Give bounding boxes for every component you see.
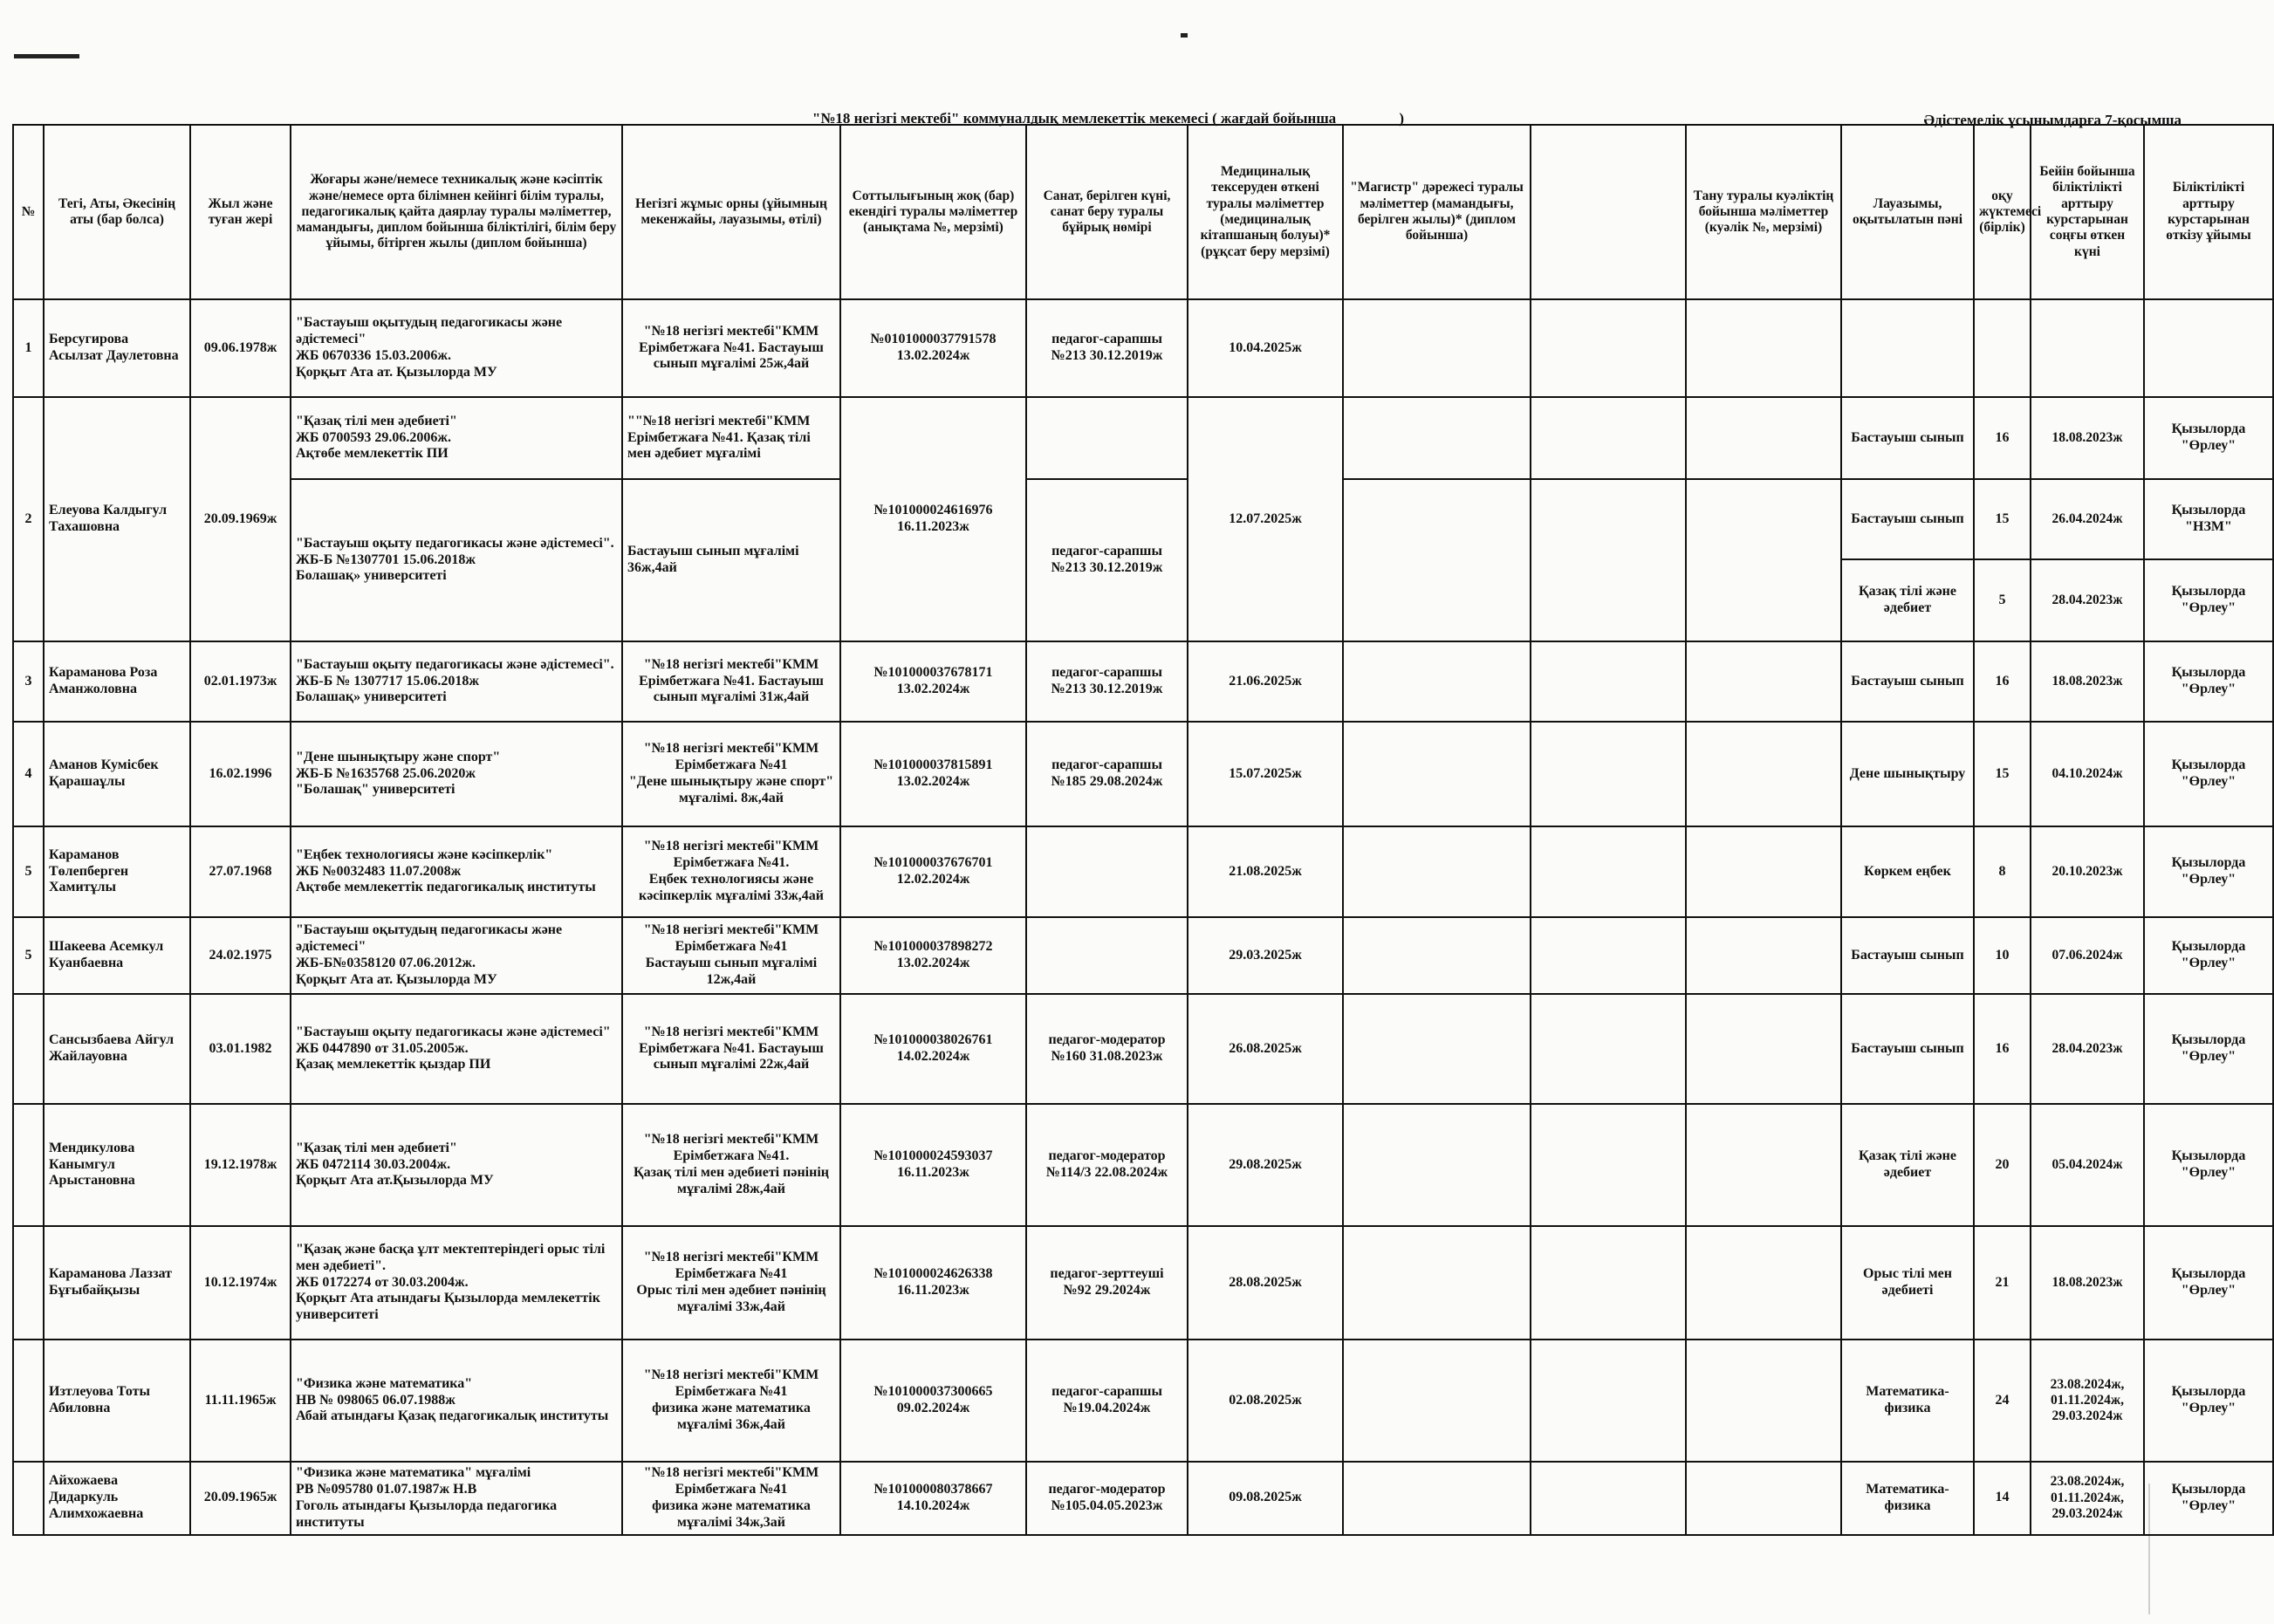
cell-position: Математика-физика: [1841, 1462, 1974, 1535]
cell-medical: 28.08.2025ж: [1188, 1226, 1343, 1340]
cell-medical: 12.07.2025ж: [1188, 397, 1343, 641]
cell-course-date: 18.08.2023ж: [2031, 1226, 2144, 1340]
cell-recognition: [1686, 299, 1841, 397]
cell-category: [1026, 917, 1188, 994]
cell-education: "Физика және математика" НВ № 098065 06.07.1988ж Абай атындағы Қазақ педагогикалық институты: [291, 1340, 622, 1462]
cell-position: Қазақ тілі және әдебиет: [1841, 559, 1974, 641]
cell-medical: 15.07.2025ж: [1188, 722, 1343, 826]
cell-course-org: Қызылорда "Өрлеу": [2144, 397, 2273, 479]
cell-criminal-record: №101000037678171 13.02.2024ж: [840, 641, 1026, 722]
cell-number: 5: [13, 917, 44, 994]
cell-workplace: "№18 негізгі мектебі"КММ Ерімбетжаға №41. Бастауыш сынып мұғалімі 22ж,4ай: [622, 994, 840, 1104]
col-header-workplace: Негізгі жұмыс орны (ұйымның мекенжайы, лауазымы, өтілі): [622, 125, 840, 299]
cell-criminal-record: №101000037815891 13.02.2024ж: [840, 722, 1026, 826]
table-row: [13, 641, 2273, 722]
table-row: [13, 479, 2273, 559]
cell-birth: 20.09.1969ж: [190, 397, 291, 641]
col-header-master-degree: "Магистр" дәрежесі туралы мәліметтер (мамандығы, берілген жылы)* (диплом бойынша): [1343, 125, 1531, 299]
cell-category: педагог-сарапшы №213 30.12.2019ж: [1026, 299, 1188, 397]
cell-workplace: "№18 негізгі мектебі"КММ Ерімбетжаға №41 физика және математика мұғалімі 36ж,4ай: [622, 1340, 840, 1462]
table-header-row: [13, 125, 2273, 299]
cell-name: Караманова Роза Аманжоловна: [44, 641, 190, 722]
cell-master-degree: [1343, 479, 1531, 641]
cell-course-org: [2144, 299, 2273, 397]
document-title-org: "№18 негізгі мектебі" коммуналдық мемлекеттік мекемесі: [812, 110, 1209, 127]
cell-course-date: 05.04.2024ж: [2031, 1104, 2144, 1226]
cell-recognition: [1686, 994, 1841, 1104]
cell-master-degree: [1343, 641, 1531, 722]
table-row: [13, 826, 2273, 917]
cell-course-date: 28.04.2023ж: [2031, 994, 2144, 1104]
cell-recognition: [1686, 826, 1841, 917]
col-header-medical: Медициналық тексеруден өткені туралы мәліметтер (медициналық кітапшаның болуы)* (рұқсат беру мерзімі): [1188, 125, 1343, 299]
table-body: [13, 299, 2273, 1535]
cell-load: 8: [1974, 826, 2031, 917]
col-header-number: №: [13, 125, 44, 299]
cell-load: 16: [1974, 397, 2031, 479]
cell-name: Аманов Кумісбек Қарашаұлы: [44, 722, 190, 826]
cell-blank: [1531, 1104, 1686, 1226]
cell-recognition: [1686, 1462, 1841, 1535]
cell-medical: 21.08.2025ж: [1188, 826, 1343, 917]
cell-criminal-record: №101000037676701 12.02.2024ж: [840, 826, 1026, 917]
cell-category: педагог-модератор №114/3 22.08.2024ж: [1026, 1104, 1188, 1226]
cell-blank: [1531, 299, 1686, 397]
cell-course-org: Қызылорда "Өрлеу": [2144, 722, 2273, 826]
cell-course-org: Қызылорда "Өрлеу": [2144, 1104, 2273, 1226]
table-row: [13, 299, 2273, 397]
cell-load: 15: [1974, 479, 2031, 559]
cell-load: 20: [1974, 1104, 2031, 1226]
cell-course-date: [2031, 299, 2144, 397]
cell-master-degree: [1343, 722, 1531, 826]
cell-recognition: [1686, 641, 1841, 722]
cell-recognition: [1686, 722, 1841, 826]
cell-position: Орыс тілі мен әдебиеті: [1841, 1226, 1974, 1340]
cell-medical: 10.04.2025ж: [1188, 299, 1343, 397]
table-row: [13, 994, 2273, 1104]
cell-criminal-record: №101000024626338 16.11.2023ж: [840, 1226, 1026, 1340]
cell-load: 15: [1974, 722, 2031, 826]
cell-education: "Қазақ және басқа ұлт мектептеріндегі орыс тілі мен әдебиеті". ЖБ 0172274 от 30.03.2004ж. Қорқыт Ата атындағы Қызылорда мемлекеттік университеті: [291, 1226, 622, 1340]
cell-blank: [1531, 1226, 1686, 1340]
cell-position: Бастауыш сынып: [1841, 641, 1974, 722]
cell-position: Бастауыш сынып: [1841, 917, 1974, 994]
cell-load: 16: [1974, 994, 2031, 1104]
col-header-category: Санат, берілген күні, санат беру туралы бұйрық нөмірі: [1026, 125, 1188, 299]
cell-master-degree: [1343, 1226, 1531, 1340]
col-header-course-date: Бейін бойынша біліктілікті арттыру курстарынан соңғы өткен күні: [2031, 125, 2144, 299]
cell-medical: 29.03.2025ж: [1188, 917, 1343, 994]
cell-medical: 02.08.2025ж: [1188, 1340, 1343, 1462]
cell-course-org: Қызылорда "Өрлеу": [2144, 917, 2273, 994]
cell-master-degree: [1343, 917, 1531, 994]
cell-education: "Бастауыш оқыту педагогикасы және әдістемесі". ЖБ-Б № 1307717 15.06.2018ж Болашақ» университеті: [291, 641, 622, 722]
cell-position: Қазақ тілі және әдебиет: [1841, 1104, 1974, 1226]
cell-workplace: "№18 негізгі мектебі"КММ Ерімбетжаға №41 "Дене шынықтыру және спорт" мұғалімі. 8ж,4ай: [622, 722, 840, 826]
cell-name: Айхожаева Дидаркуль Алимхожаевна: [44, 1462, 190, 1535]
cell-master-degree: [1343, 1462, 1531, 1535]
cell-category: педагог-сарапшы №19.04.2024ж: [1026, 1340, 1188, 1462]
cell-blank: [1531, 1340, 1686, 1462]
staff-table: [12, 124, 2274, 1536]
cell-workplace: "№18 негізгі мектебі"КММ Ерімбетжаға №41. Еңбек технологиясы және кәсіпкерлік мұғалімі 33ж,4ай: [622, 826, 840, 917]
cell-criminal-record: №101000024593037 16.11.2023ж: [840, 1104, 1026, 1226]
cell-name: Берсугирова Асылзат Даулетовна: [44, 299, 190, 397]
cell-category: педагог-сарапшы №213 30.12.2019ж: [1026, 641, 1188, 722]
cell-master-degree: [1343, 826, 1531, 917]
cell-course-org: Қызылорда "Өрлеу": [2144, 1462, 2273, 1535]
cell-education: "Қазақ тілі мен әдебиеті" ЖБ 0700593 29.06.2006ж. Ақтөбе мемлекеттік ПИ: [291, 397, 622, 479]
cell-course-org: Қызылорда "Өрлеу": [2144, 641, 2273, 722]
cell-criminal-record: №101000038026761 14.02.2024ж: [840, 994, 1026, 1104]
scan-artifact-mark: [14, 54, 79, 58]
cell-master-degree: [1343, 299, 1531, 397]
cell-number: [13, 1226, 44, 1340]
cell-education: "Бастауыш оқыту педагогикасы және әдістемесі" ЖБ 0447890 от 31.05.2005ж. Қазақ мемлекеттік қыздар ПИ: [291, 994, 622, 1104]
cell-number: 4: [13, 722, 44, 826]
cell-course-date: 18.08.2023ж: [2031, 641, 2144, 722]
cell-recognition: [1686, 917, 1841, 994]
cell-position: Бастауыш сынып: [1841, 479, 1974, 559]
cell-blank: [1531, 994, 1686, 1104]
cell-course-date: 23.08.2024ж, 01.11.2024ж, 29.03.2024ж: [2031, 1340, 2144, 1462]
cell-blank: [1531, 1462, 1686, 1535]
cell-load: 14: [1974, 1462, 2031, 1535]
cell-master-degree: [1343, 994, 1531, 1104]
cell-birth: 19.12.1978ж: [190, 1104, 291, 1226]
cell-birth: 10.12.1974ж: [190, 1226, 291, 1340]
cell-course-date: 20.10.2023ж: [2031, 826, 2144, 917]
cell-position: Бастауыш сынып: [1841, 397, 1974, 479]
cell-position: [1841, 299, 1974, 397]
table-row: [13, 1340, 2273, 1462]
cell-master-degree: [1343, 1340, 1531, 1462]
cell-criminal-record: №101000037300665 09.02.2024ж: [840, 1340, 1026, 1462]
cell-birth: 09.06.1978ж: [190, 299, 291, 397]
cell-number: 5: [13, 826, 44, 917]
cell-position: Дене шынықтыру: [1841, 722, 1974, 826]
cell-master-degree: [1343, 1104, 1531, 1226]
cell-criminal-record: №0101000037791578 13.02.2024ж: [840, 299, 1026, 397]
cell-medical: 21.06.2025ж: [1188, 641, 1343, 722]
cell-criminal-record: №101000037898272 13.02.2024ж: [840, 917, 1026, 994]
cell-load: [1974, 299, 2031, 397]
cell-name: Мендикулова Канымгул Арыстановна: [44, 1104, 190, 1226]
cell-load: 24: [1974, 1340, 2031, 1462]
cell-workplace: ""№18 негізгі мектебі"КММ Ерімбетжаға №41. Қазақ тілі мен әдебиет мұғалімі: [622, 397, 840, 479]
cell-course-org: Қызылорда "Өрлеу": [2144, 1340, 2273, 1462]
cell-course-date: 04.10.2024ж: [2031, 722, 2144, 826]
cell-workplace: "№18 негізгі мектебі"КММ Ерімбетжаға №41. Бастауыш сынып мұғалімі 31ж,4ай: [622, 641, 840, 722]
cell-course-date: 18.08.2023ж: [2031, 397, 2144, 479]
cell-education: "Бастауыш оқытудың педагогикасы және әдістемесі" ЖБ-Б№0358120 07.06.2012ж. Қорқыт Ата ат. Қызылорда МУ: [291, 917, 622, 994]
col-header-education: Жоғары және/немесе техникалық және кәсіптік және/немесе орта білімнен кейінгі білім туралы, педагогикалық қайта даярлау туралы мәліметтер, мамандығы, диплом бойынша біліктілігі, білім беру ұйымы, бітірген жылы (диплом бойынша): [291, 125, 622, 299]
cell-load: 5: [1974, 559, 2031, 641]
table-row: [13, 1462, 2273, 1535]
cell-blank: [1531, 479, 1686, 641]
cell-course-date: 26.04.2024ж: [2031, 479, 2144, 559]
cell-number: 1: [13, 299, 44, 397]
cell-course-date: 23.08.2024ж, 01.11.2024ж, 29.03.2024ж: [2031, 1462, 2144, 1535]
cell-workplace: "№18 негізгі мектебі"КММ Ерімбетжаға №41 физика және математика мұғалімі 34ж,3ай: [622, 1462, 840, 1535]
cell-blank: [1531, 722, 1686, 826]
cell-recognition: [1686, 1104, 1841, 1226]
cell-education: "Физика және математика" мұғалімі РВ №095780 01.07.1987ж Н.В Гоголь атындағы Қызылорда педагогика институты: [291, 1462, 622, 1535]
cell-blank: [1531, 826, 1686, 917]
cell-recognition: [1686, 479, 1841, 641]
cell-recognition: [1686, 1340, 1841, 1462]
cell-number: [13, 994, 44, 1104]
cell-category: [1026, 397, 1188, 479]
cell-blank: [1531, 641, 1686, 722]
cell-course-org: Қызылорда "Өрлеу": [2144, 826, 2273, 917]
cell-recognition: [1686, 397, 1841, 479]
cell-education: "Қазақ тілі мен әдебиеті" ЖБ 0472114 30.03.2004ж. Қорқыт Ата ат.Қызылорда МУ: [291, 1104, 622, 1226]
cell-category: [1026, 826, 1188, 917]
scan-artifact-dot: [1181, 33, 1188, 38]
cell-load: 21: [1974, 1226, 2031, 1340]
cell-name: Изтлеуова Тоты Абиловна: [44, 1340, 190, 1462]
cell-number: [13, 1340, 44, 1462]
table-row: [13, 397, 2273, 479]
col-header-birth: Жыл және туған жері: [190, 125, 291, 299]
cell-category: педагог-модератор №105.04.05.2023ж: [1026, 1462, 1188, 1535]
cell-load: 16: [1974, 641, 2031, 722]
cell-name: Сансызбаева Айгул Жайлауовна: [44, 994, 190, 1104]
cell-category: педагог-модератор №160 31.08.2023ж: [1026, 994, 1188, 1104]
col-header-criminal-record: Соттылығының жоқ (бар) екендігі туралы мәліметтер (анықтама №, мерзімі): [840, 125, 1026, 299]
cell-blank: [1531, 397, 1686, 479]
cell-education: "Бастауыш оқытудың педагогикасы және әдістемесі" ЖБ 0670336 15.03.2006ж. Қорқыт Ата ат. Қызылорда МУ: [291, 299, 622, 397]
cell-name: Елеуова Калдыгул Тахашовна: [44, 397, 190, 641]
cell-category: педагог-зерттеуші №92 29.2024ж: [1026, 1226, 1188, 1340]
cell-birth: 03.01.1982: [190, 994, 291, 1104]
cell-course-org: Қызылорда "Өрлеу": [2144, 1226, 2273, 1340]
col-header-load: оқу жүктемесі (бірлік): [1974, 125, 2031, 299]
cell-birth: 11.11.1965ж: [190, 1340, 291, 1462]
cell-category: педагог-сарапшы №213 30.12.2019ж: [1026, 479, 1188, 641]
cell-name: Караманова Лаззат Бұғыбайқызы: [44, 1226, 190, 1340]
cell-course-date: 07.06.2024ж: [2031, 917, 2144, 994]
cell-recognition: [1686, 1226, 1841, 1340]
cell-category: педагог-сарапшы №185 29.08.2024ж: [1026, 722, 1188, 826]
col-header-blank: [1531, 125, 1686, 299]
cell-birth: 27.07.1968: [190, 826, 291, 917]
table-row: [13, 917, 2273, 994]
cell-birth: 20.09.1965ж: [190, 1462, 291, 1535]
col-header-course-org: Біліктілікті арттыру курстарынан өткізу ұйымы: [2144, 125, 2273, 299]
table-row: [13, 1104, 2273, 1226]
cell-position: Бастауыш сынып: [1841, 994, 1974, 1104]
table-row: [13, 1226, 2273, 1340]
col-header-position: Лауазымы, оқытылатын пәні: [1841, 125, 1974, 299]
cell-medical: 26.08.2025ж: [1188, 994, 1343, 1104]
table-row: [13, 722, 2273, 826]
document-title-date: ( жағдай бойынша ________): [1208, 110, 1405, 127]
cell-position: Көркем еңбек: [1841, 826, 1974, 917]
cell-workplace: "№18 негізгі мектебі"КММ Ерімбетжаға №41 Бастауыш сынып мұғалімі 12ж,4ай: [622, 917, 840, 994]
cell-number: [13, 1104, 44, 1226]
cell-workplace: "№18 негізгі мектебі"КММ Ерімбетжаға №41 Орыс тілі мен әдебиет пәнінің мұғалімі 33ж,4ай: [622, 1226, 840, 1340]
cell-master-degree: [1343, 397, 1531, 479]
cell-load: 10: [1974, 917, 2031, 994]
cell-course-org: Қызылорда "НЗМ": [2144, 479, 2273, 559]
col-header-name: Тегі, Аты, Әкесінің аты (бар болса): [44, 125, 190, 299]
cell-workplace: "№18 негізгі мектебі"КММ Ерімбетжаға №41. Бастауыш сынып мұғалімі 25ж,4ай: [622, 299, 840, 397]
annex-label: Әдістемелік ұсынымдарға 7-қосымша: [1923, 112, 2182, 128]
cell-workplace: "№18 негізгі мектебі"КММ Ерімбетжаға №41. Қазақ тілі мен әдебиеті пәнінің мұғалімі 28ж,4ай: [622, 1104, 840, 1226]
cell-position: Математика-физика: [1841, 1340, 1974, 1462]
cell-criminal-record: №101000080378667 14.10.2024ж: [840, 1462, 1026, 1535]
cell-name: Караманов Төлепберген Хамитұлы: [44, 826, 190, 917]
cell-birth: 24.02.1975: [190, 917, 291, 994]
cell-course-org: Қызылорда "Өрлеу": [2144, 994, 2273, 1104]
cell-medical: 09.08.2025ж: [1188, 1462, 1343, 1535]
cell-birth: 02.01.1973ж: [190, 641, 291, 722]
cell-course-org: Қызылорда "Өрлеу": [2144, 559, 2273, 641]
cell-number: [13, 1462, 44, 1535]
cell-blank: [1531, 917, 1686, 994]
cell-birth: 16.02.1996: [190, 722, 291, 826]
cell-number: 3: [13, 641, 44, 722]
cell-medical: 29.08.2025ж: [1188, 1104, 1343, 1226]
cell-education: "Бастауыш оқыту педагогикасы және әдістемесі". ЖБ-Б №1307701 15.06.2018ж Болашақ» университеті: [291, 479, 622, 641]
cell-name: Шакеева Асемкул Куанбаевна: [44, 917, 190, 994]
cell-number: 2: [13, 397, 44, 641]
cell-workplace: Бастауыш сынып мұғалімі 36ж,4ай: [622, 479, 840, 641]
col-header-recognition: Тану туралы куәліктің бойынша мәліметтер (куәлік №, мерзімі): [1686, 125, 1841, 299]
cell-education: "Дене шынықтыру және спорт" ЖБ-Б №1635768 25.06.2020ж "Болашақ" университеті: [291, 722, 622, 826]
cell-course-date: 28.04.2023ж: [2031, 559, 2144, 641]
cell-education: "Еңбек технологиясы және кәсіпкерлік" ЖБ №0032483 11.07.2008ж Ақтөбе мемлекеттік педагогикалық институты: [291, 826, 622, 917]
cell-criminal-record: №101000024616976 16.11.2023ж: [840, 397, 1026, 641]
